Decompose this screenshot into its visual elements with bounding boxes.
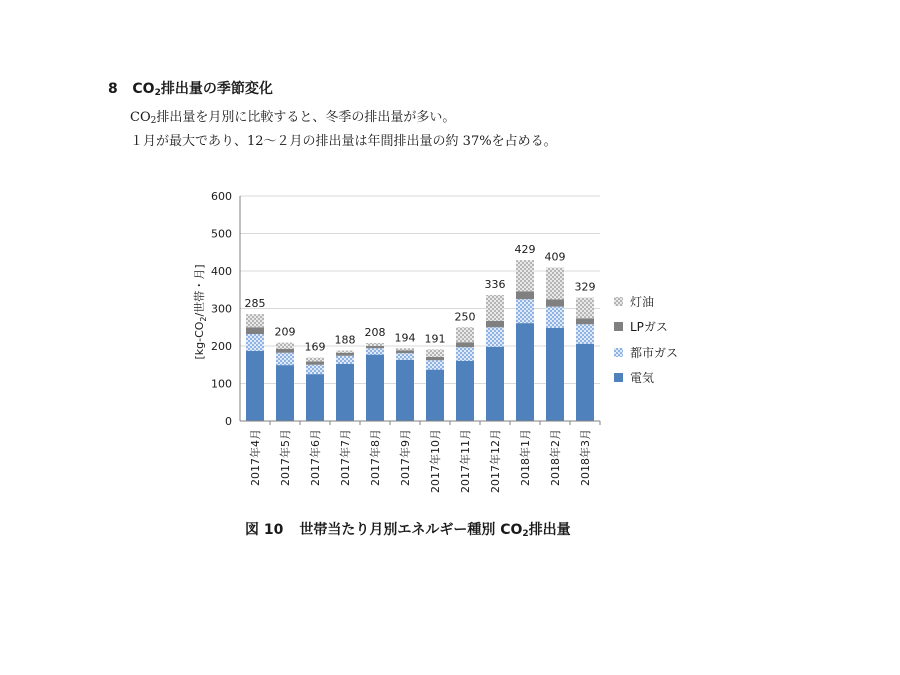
bar-segment-touyu	[246, 314, 264, 327]
bar-segment-denki	[546, 328, 564, 421]
paragraph-1-post: 排出量を月別に比較すると、冬季の排出量が多い。	[156, 110, 456, 125]
x-tick-label: 2017年6月	[309, 429, 322, 486]
data-label-total: 250	[454, 310, 476, 324]
legend-label: LPガス	[630, 320, 668, 334]
bar-segment-denki	[336, 364, 354, 421]
data-label-total: 191	[424, 332, 446, 346]
bar-segment-lp-gas	[366, 346, 384, 348]
bar-segment-denki	[306, 374, 324, 421]
bar-segment-toshi-gas	[396, 353, 414, 360]
bar-segment-toshi-gas	[546, 307, 564, 328]
y-tick-label: 200	[211, 340, 232, 353]
legend-swatch	[614, 322, 623, 331]
x-tick-label: 2017年9月	[399, 429, 412, 486]
bar-segment-touyu	[576, 298, 594, 319]
bar-segment-denki	[366, 355, 384, 421]
bar-segment-toshi-gas	[456, 347, 474, 361]
paragraph-1-pre: CO	[130, 110, 151, 125]
y-tick-label: 500	[211, 227, 232, 241]
bar-segment-toshi-gas	[246, 334, 264, 351]
data-label-total: 429	[514, 243, 536, 257]
x-tick-label: 2017年10月	[429, 429, 442, 493]
bar-segment-touyu	[276, 343, 294, 349]
caption-title-pre: 世帯当たり月別エネルギー種別 CO	[299, 522, 523, 538]
bar-segment-lp-gas	[516, 291, 534, 299]
x-tick-label: 2017年7月	[339, 429, 352, 486]
legend-label: 都市ガス	[630, 346, 679, 360]
bar-segment-lp-gas	[276, 349, 294, 353]
legend-swatch	[614, 297, 623, 306]
data-label-total: 209	[274, 325, 296, 339]
bar-segment-toshi-gas	[576, 324, 594, 344]
paragraph-2: １月が最大であり、12～２月の排出量は年間排出量の約 37%を占める。	[130, 134, 557, 149]
bar-segment-touyu	[396, 348, 414, 350]
bar-segment-denki	[426, 370, 444, 421]
bar-segment-denki	[396, 360, 414, 421]
y-axis-label-sub: 2	[199, 316, 208, 322]
bar-segment-touyu	[366, 343, 384, 346]
bar-segment-touyu	[456, 327, 474, 342]
legend-label: 灯油	[630, 295, 655, 309]
bar-segment-denki	[486, 347, 504, 421]
data-label-total: 336	[484, 278, 506, 291]
legend-swatch	[614, 348, 623, 357]
y-tick-label: 100	[211, 377, 232, 391]
section-title-pre: CO	[132, 81, 155, 97]
y-axis-label-pre: [kg-CO	[193, 321, 206, 360]
x-tick-label: 2017年11月	[459, 429, 472, 493]
bar-segment-denki	[516, 323, 534, 421]
bar-segment-toshi-gas	[426, 360, 444, 369]
caption-label: 図 10	[245, 522, 284, 538]
x-tick-label: 2017年4月	[249, 429, 262, 486]
bar-segment-lp-gas	[426, 357, 444, 360]
y-tick-label: 400	[211, 265, 232, 278]
bar-segment-denki	[276, 365, 294, 421]
bar-segment-touyu	[546, 268, 564, 300]
bar-segment-lp-gas	[396, 351, 414, 354]
y-axis-label	[192, 264, 208, 359]
bar-segment-lp-gas	[306, 361, 324, 364]
x-tick-label: 2018年3月	[579, 429, 592, 486]
bar-segment-touyu	[516, 260, 534, 291]
x-tick-label: 2018年1月	[519, 429, 532, 486]
y-tick-label: 600	[211, 190, 232, 203]
y-tick-label: 0	[225, 415, 232, 428]
data-label-total: 188	[334, 333, 356, 347]
bar-segment-lp-gas	[546, 300, 564, 307]
legend-label: 電気	[630, 371, 655, 385]
x-tick-label: 2017年12月	[489, 429, 502, 493]
y-tick-label: 300	[211, 302, 232, 316]
figure-caption	[245, 519, 571, 539]
legend-swatch	[614, 373, 623, 382]
bar-segment-touyu	[426, 349, 444, 357]
caption-title-sub: 2	[522, 529, 529, 539]
bar-segment-lp-gas	[576, 318, 594, 324]
section-number: 8	[108, 81, 118, 97]
bar-segment-toshi-gas	[276, 353, 294, 365]
data-label-total: 285	[244, 297, 266, 311]
bar-segment-denki	[246, 351, 264, 421]
caption-title	[299, 522, 570, 538]
bar-segment-toshi-gas	[486, 327, 504, 347]
bar-segment-toshi-gas	[366, 348, 384, 354]
x-tick-label: 2017年5月	[279, 429, 292, 486]
x-tick-label: 2017年8月	[369, 429, 382, 486]
x-tick-label: 2018年2月	[549, 429, 562, 486]
y-axis-label-post: /世帯・月]	[193, 264, 206, 317]
bar-segment-denki	[456, 361, 474, 421]
bar-segment-denki	[576, 344, 594, 421]
data-label-total: 169	[304, 340, 326, 354]
bar-segment-touyu	[306, 358, 324, 362]
bar-segment-lp-gas	[486, 321, 504, 327]
bar-segment-touyu	[486, 295, 504, 321]
data-label-total: 409	[544, 250, 566, 264]
section-title-sub: 2	[154, 88, 161, 98]
bar-segment-toshi-gas	[306, 365, 324, 374]
bar-segment-toshi-gas	[336, 356, 354, 364]
bar-segment-lp-gas	[246, 327, 264, 334]
data-label-total: 208	[364, 326, 386, 339]
section-title-post: 排出量の季節変化	[160, 81, 273, 97]
bar-segment-toshi-gas	[516, 299, 534, 323]
caption-title-post: 排出量	[528, 522, 571, 538]
data-label-total: 194	[394, 331, 416, 345]
bar-segment-touyu	[336, 351, 354, 353]
data-label-total: 329	[574, 280, 596, 294]
bar-segment-lp-gas	[456, 342, 474, 347]
paragraph-1-sub: 2	[150, 116, 157, 126]
bar-segment-lp-gas	[336, 353, 354, 356]
